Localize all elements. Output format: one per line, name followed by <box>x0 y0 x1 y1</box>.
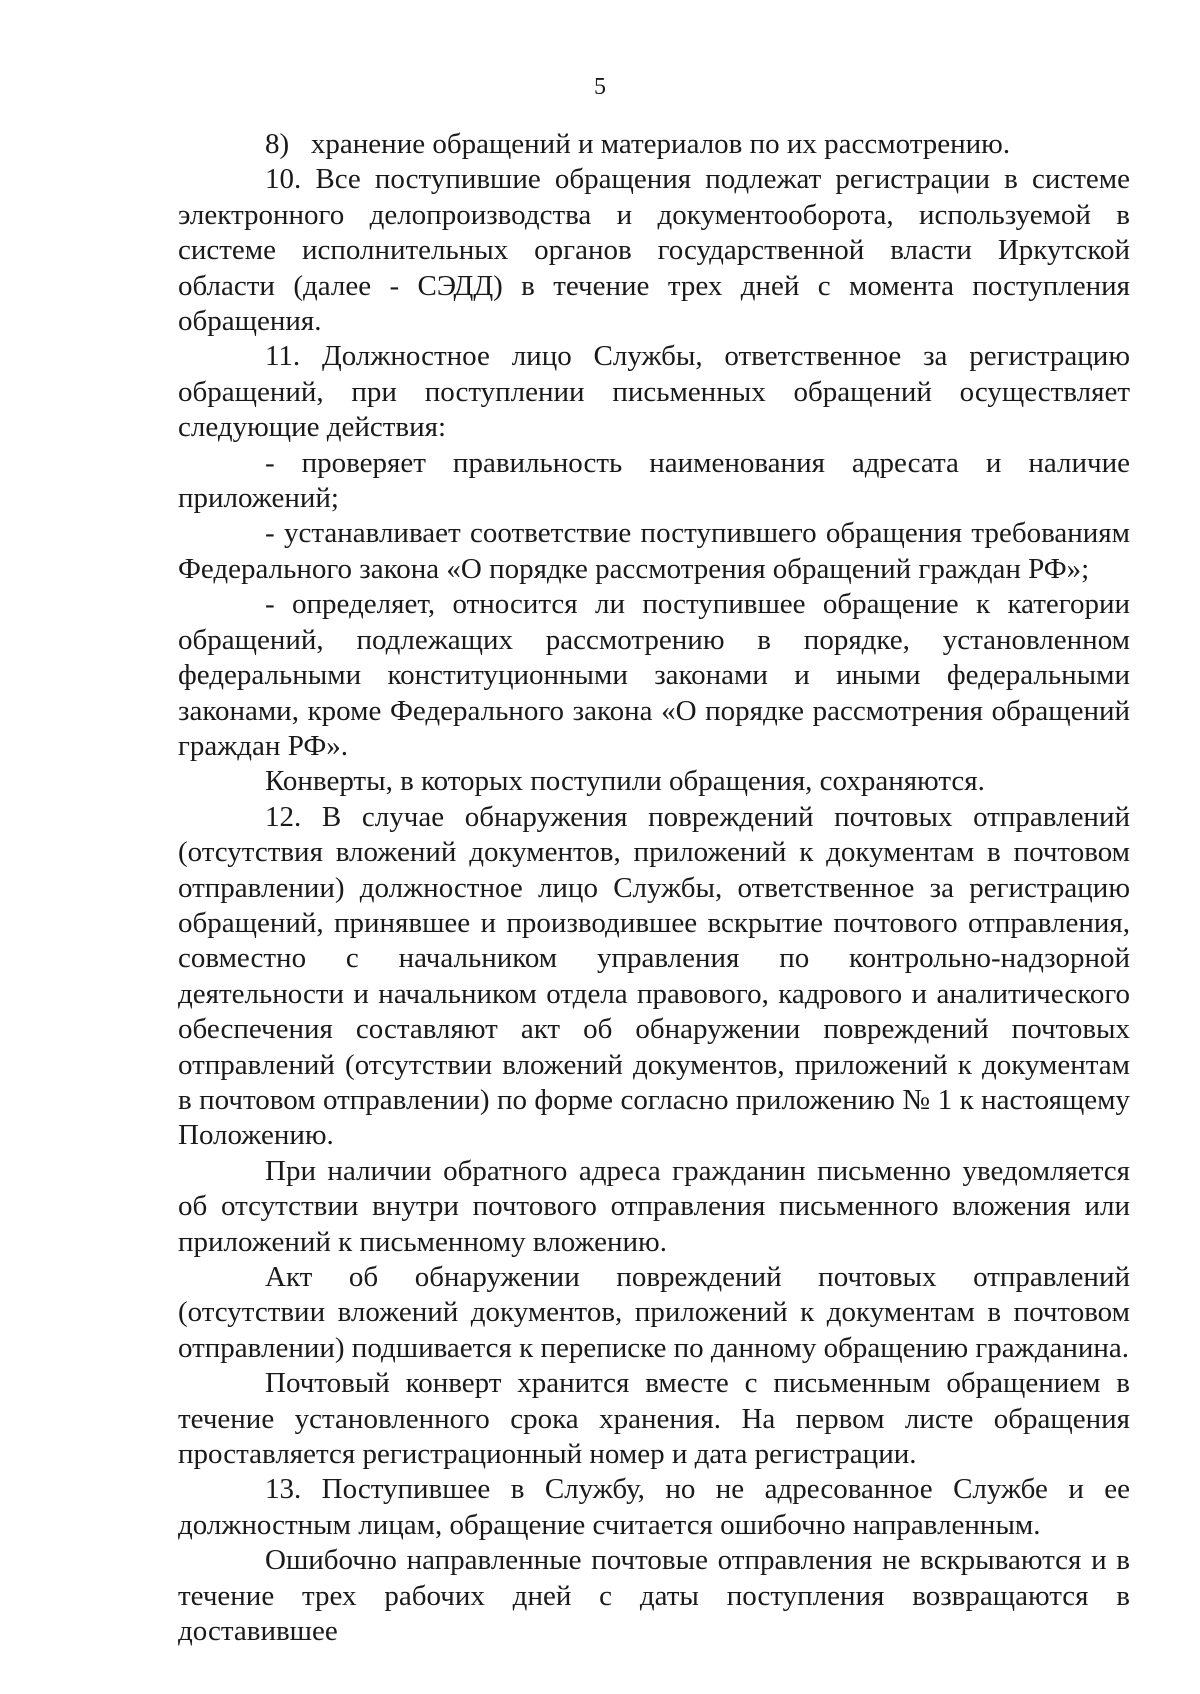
list-item-establish-compliance: - устанавливает соответствие поступившего обращения требованиям Федерального закона «О порядке рассмотрения обращений граждан РФ»; <box>178 517 1130 585</box>
paragraph-item-10: 10. Все поступившие обращения подлежат регистрации в системе электронного делопроизводства и документооборота, используемой в системе исполнительных органов государственной власти Иркутской области (далее - СЭДД) в течение трех дней с момента поступления обращения. <box>178 163 1130 338</box>
paragraph-act-filing: Акт об обнаружении повреждений почтовых отправлений (отсутствии вложений документов, приложений к документам в почтовом отправлении) подшивается к переписке по данному обращению гражданина. <box>178 1261 1130 1364</box>
paragraph-misdirected-mail: Ошибочно направленные почтовые отправления не вскрываются и в течение трех рабочих дней с даты поступления возвращаются в доставившее <box>178 1544 1130 1648</box>
list-item-determine-category: - определяет, относится ли поступившее обращение к категории обращений, подлежащих рассмотрению в порядке, установленном федеральными конституционными законами и иными федеральными законами, кроме Федерального закона «О порядке рассмотрения обращений граждан РФ». <box>178 588 1130 762</box>
paragraph-item-11: 11. Должностное лицо Службы, ответственное за регистрацию обращений, при поступлении письменных обращений осуществляет следующие действия: <box>178 340 1130 444</box>
paragraph-item-12: 12. В случае обнаружения повреждений почтовых отправлений (отсутствия вложений документов, приложений к документам в почтовом отправлении) должностное лицо Службы, ответственное за регистрацию обращений, принявшее и производившее вскрытие почтового отправления, совместно с начальником управления по контрольно-надзорной деятельности и начальником отдела правового, кадрового и аналитического обеспечения составляют акт об обнаружении повреждений почтовых отправлений (отсутствии вложений документов, приложений к документам в почтовом отправлении) по форме согласно приложению № 1 к настоящему Положению. <box>178 800 1130 1152</box>
page-number: 5 <box>594 74 606 100</box>
list-item-check-addressee: - проверяет правильность наименования адресата и наличие приложений; <box>178 446 1130 515</box>
paragraph-envelopes: Конверты, в которых поступили обращения, сохраняются. <box>265 765 985 798</box>
paragraph-envelope-storage: Почтовый конверт хранится вместе с письменным обращением в течение установленного срока хранения. На первом листе обращения проставляется регистрационный номер и дата регистрации. <box>178 1367 1130 1471</box>
paragraph-item-13: 13. Поступившее в Службу, но не адресованное Службе и ее должностным лицам, обращение считается ошибочно направленным. <box>178 1473 1130 1541</box>
document-body <box>178 127 1130 1649</box>
paragraph-return-address: При наличии обратного адреса гражданин письменно уведомляется об отсутствии внутри почтового отправления письменного вложения или приложений к письменному вложению. <box>178 1154 1130 1258</box>
paragraph-item-8: 8) хранение обращений и материалов по их рассмотрению. <box>265 128 1011 160</box>
